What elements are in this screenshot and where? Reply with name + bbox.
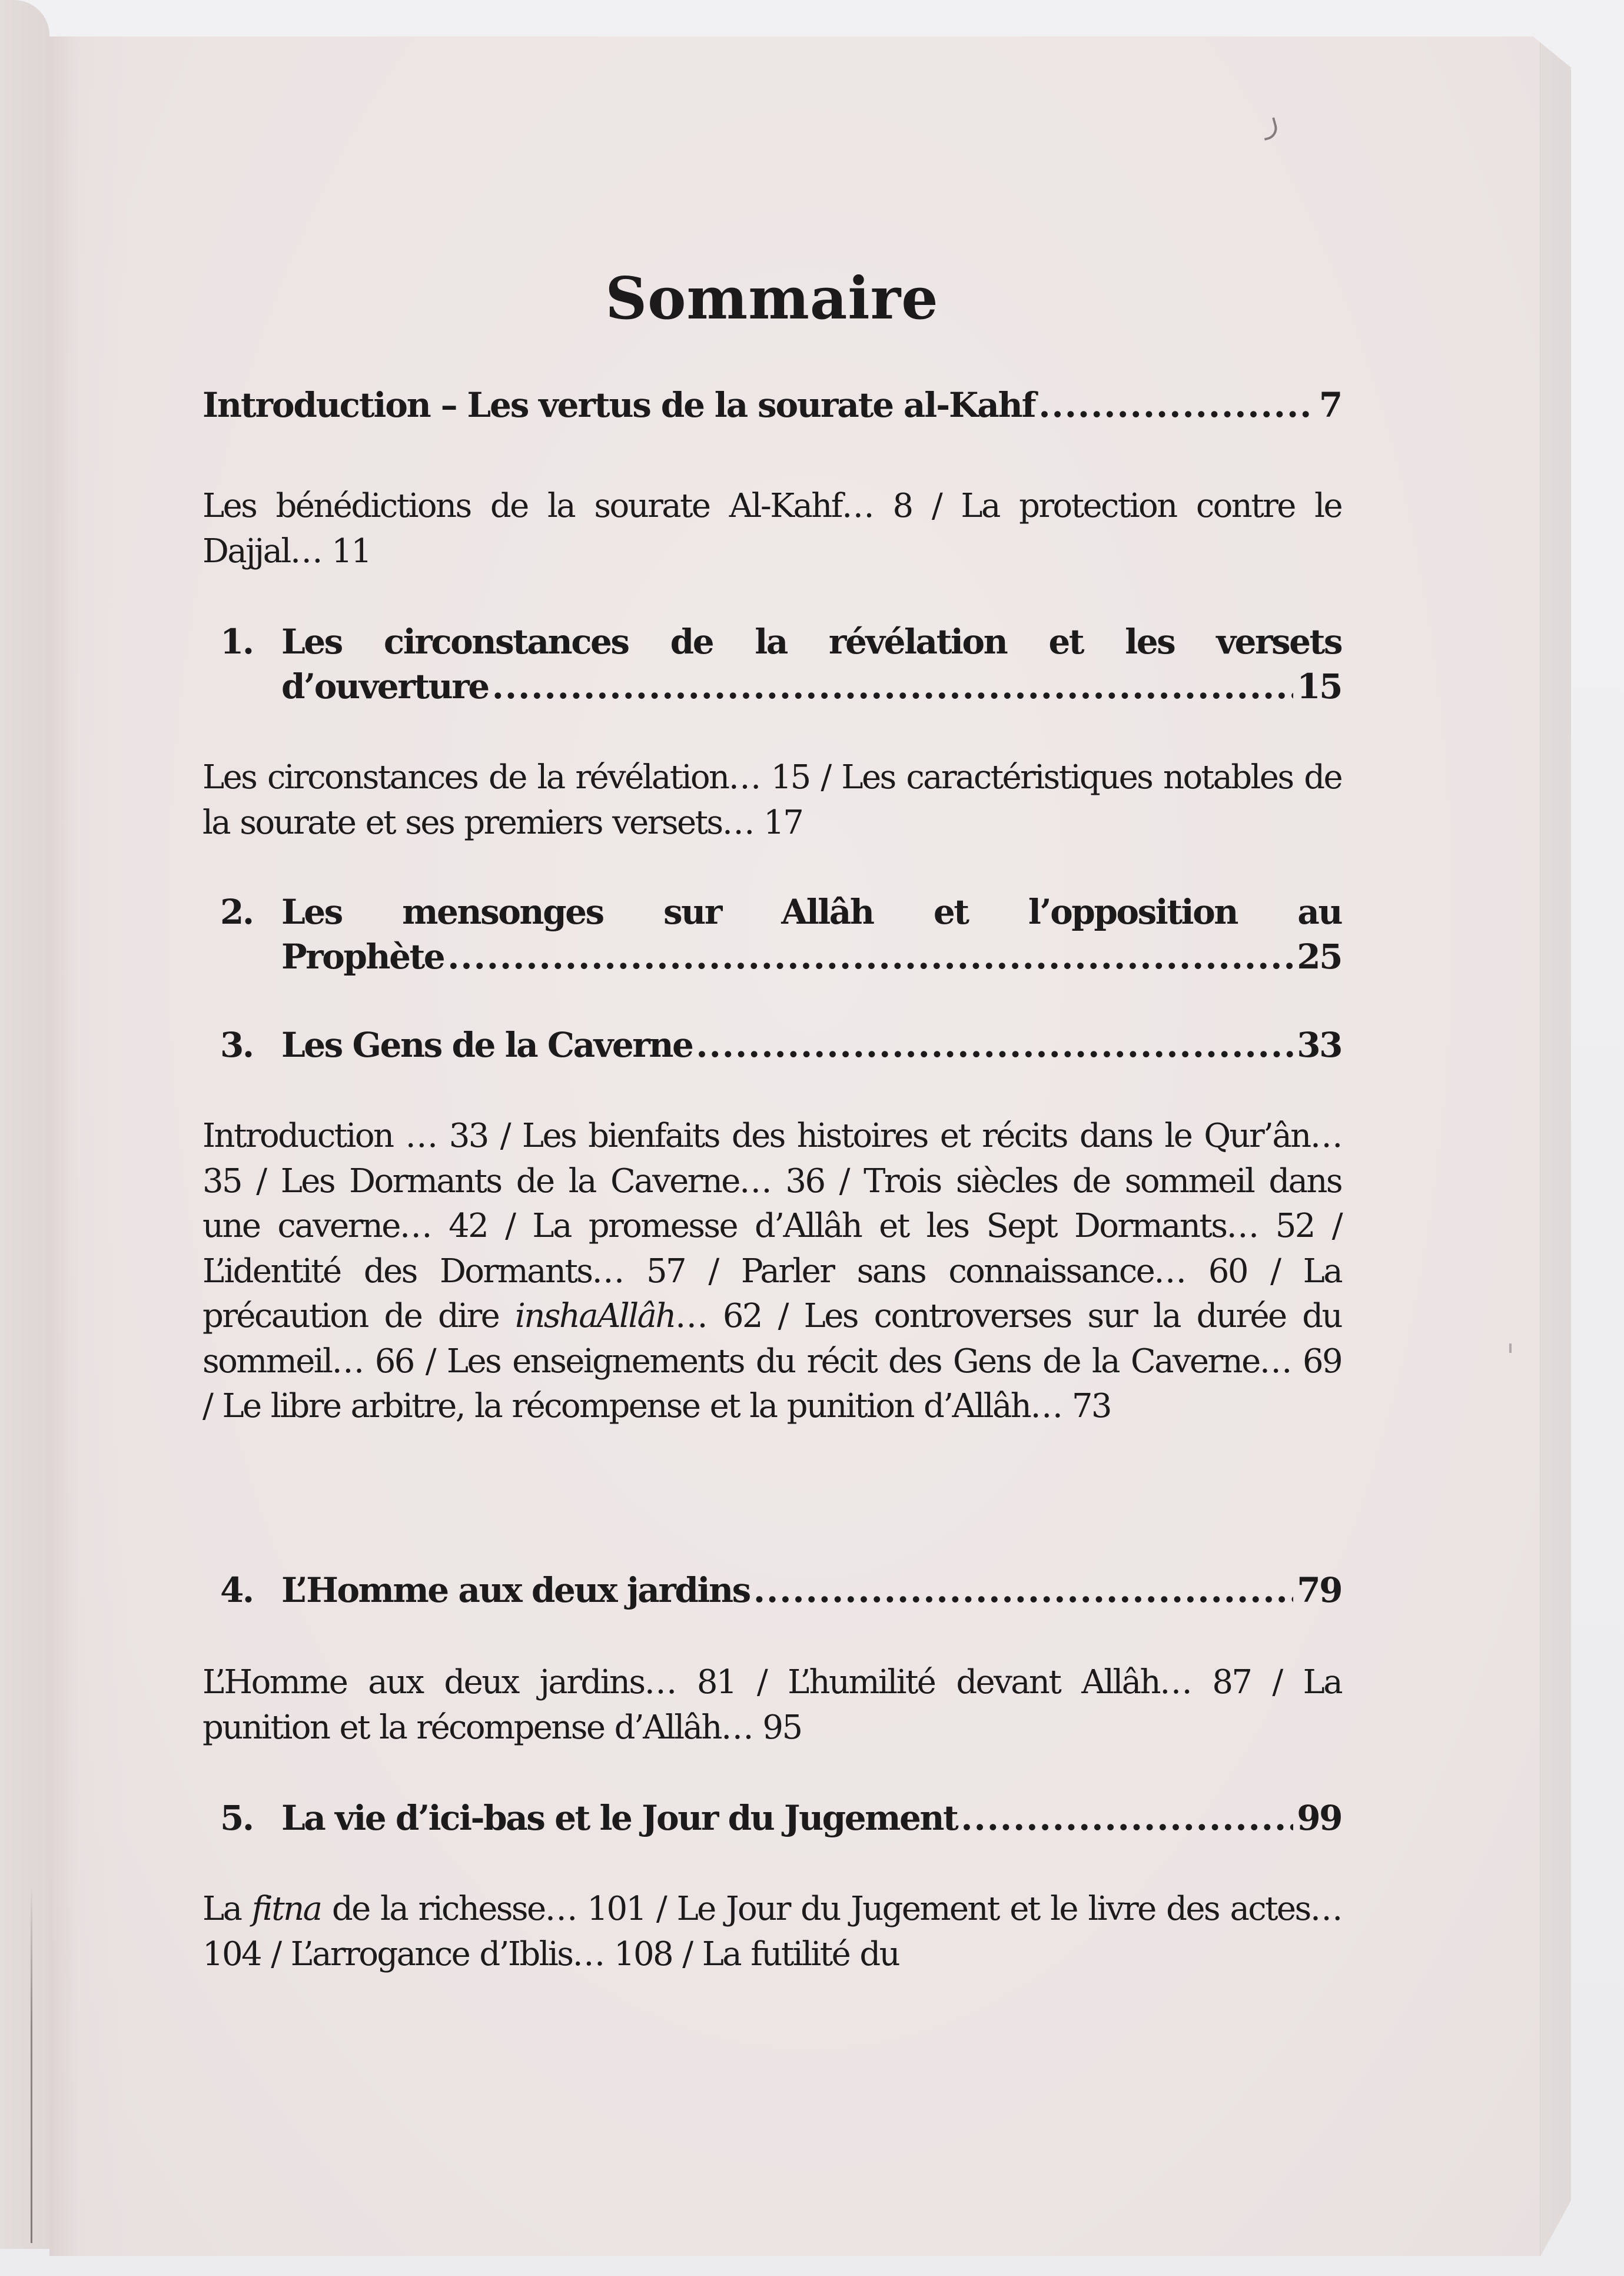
gutter-shadow <box>31 1884 32 2243</box>
entry-page-number: 79 <box>1297 1570 1341 1610</box>
toc-subtopics-chapter-5: La fitna de la richesse… 101 / Le Jour du Jugement et le livre des actes… 104 / L’arrogance d’Iblis… 108 / La futilité du <box>202 1890 1341 1973</box>
dot-leader <box>696 1023 1293 1067</box>
entry-page-number: 99 <box>1297 1798 1341 1838</box>
entry-title-line1: 1. Les circonstances de la révélation et les versets <box>202 619 1341 664</box>
chapter-number: 4. <box>220 1570 253 1610</box>
toc-subtopics-introduction: Les bénédictions de la sourate Al-Kahf… 8 / La protection contre le Dajjal… 11 <box>202 487 1341 570</box>
chapter-number: 1. <box>220 622 253 662</box>
entry-title-line2: d’ouverture <box>281 666 489 706</box>
dot-leader <box>961 1796 1293 1840</box>
dot-leader <box>753 1568 1293 1613</box>
chapter-number: 2. <box>220 892 253 932</box>
entry-page-number: 25 <box>1297 937 1341 977</box>
paper-mark <box>1509 1343 1512 1353</box>
dot-leader <box>1038 383 1316 427</box>
entry-title: L’Homme aux deux jardins <box>281 1570 750 1610</box>
toc-entry-chapter-3 <box>202 1023 1341 1067</box>
entry-title-line2: Prophète <box>281 937 444 977</box>
entry-title: Introduction – Les vertus de la sourate al-Kahf <box>202 385 1035 425</box>
italic-term: fitna <box>251 1890 321 1928</box>
toc-entry-chapter-1 <box>202 619 1341 709</box>
paper-mark <box>1260 117 1280 141</box>
previous-page-edge <box>0 0 49 2249</box>
page-stack-edge <box>1540 37 1571 2256</box>
dot-leader <box>492 664 1294 709</box>
toc-entry-chapter-4 <box>202 1568 1341 1613</box>
toc-entry-introduction <box>202 383 1341 427</box>
toc-entry-chapter-2 <box>202 890 1341 979</box>
chapter-number: 3. <box>220 1025 253 1065</box>
entry-title: Les Gens de la Caverne <box>281 1025 693 1065</box>
entry-page-number: 33 <box>1297 1025 1341 1065</box>
page-title: Sommaire <box>605 265 939 333</box>
toc-entry-chapter-5 <box>202 1796 1341 1840</box>
toc-subtopics-chapter-1: Les circonstances de la révélation… 15 / Les caractéristiques notables de la sourate et ses premiers versets… 17 <box>202 758 1341 842</box>
italic-term: inshaAllâh <box>514 1297 675 1335</box>
entry-title-line1: 2. Les mensonges sur Allâh et l’opposition au <box>202 890 1341 934</box>
entry-page-number: 15 <box>1297 666 1341 706</box>
chapter-number: 5. <box>220 1798 253 1838</box>
toc-subtopics-chapter-4: L’Homme aux deux jardins… 81 / L’humilité devant Allâh… 87 / La punition et la récompense d’Allâh… 95 <box>202 1663 1341 1747</box>
toc-subtopics-chapter-3: Introduction … 33 / Les bienfaits des histoires et récits dans le Qur’ân… 35 / Les Dormants de la Caverne… 36 / Trois siècles de sommeil dans une caverne… 42 / La promesse d’Allâh et les Sept Dormants… 52 / L’identité des Dormants… 57 / Parler sans connaissance… 60 / La précaution de dire inshaAllâh… 62 / Les controverses sur la durée du sommeil… 66 / Les enseignements du récit des Gens de la Caverne… 69 / Le libre arbitre, la récompense et la punition d’Allâh… 73 <box>202 1117 1342 1425</box>
dot-leader <box>447 934 1293 979</box>
entry-title: La vie d’ici-bas et le Jour du Jugement <box>281 1798 958 1838</box>
entry-page-number: 7 <box>1319 385 1341 425</box>
